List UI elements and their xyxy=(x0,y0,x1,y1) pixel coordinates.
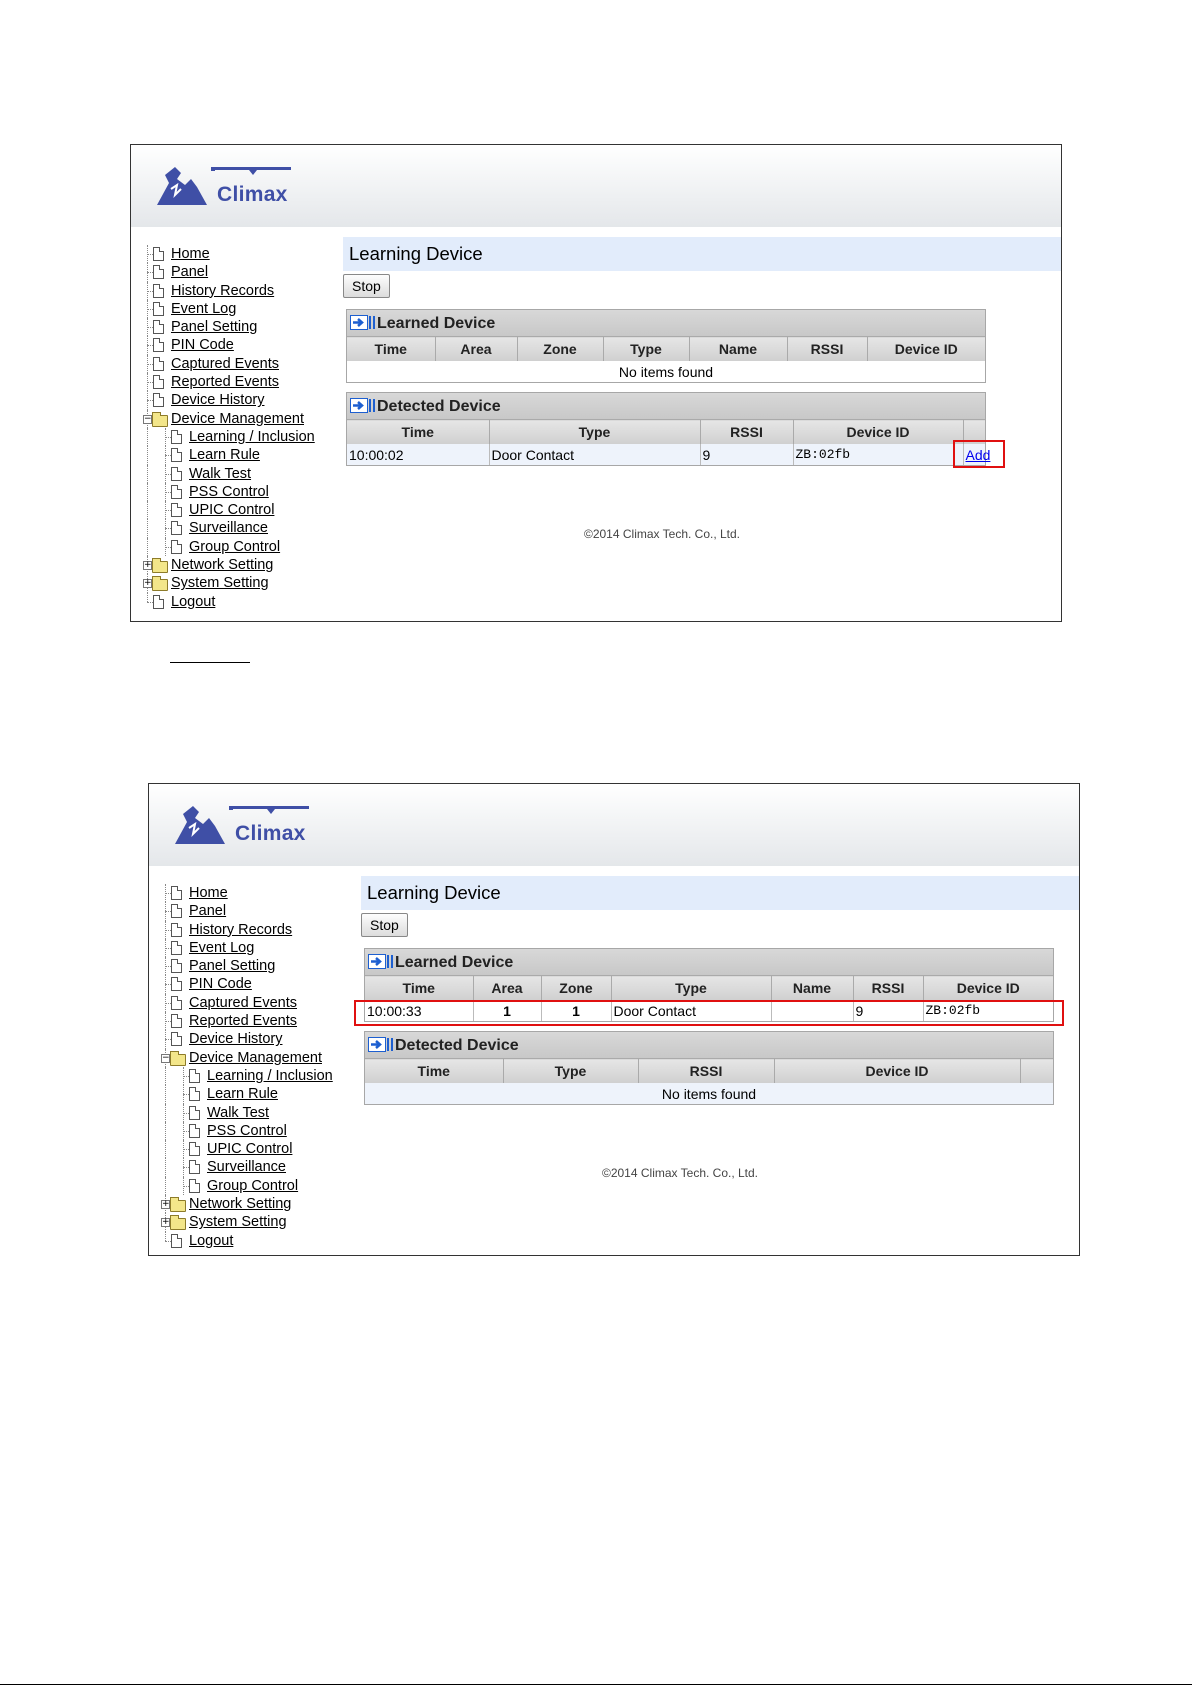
main-content xyxy=(361,876,1079,1180)
document-icon xyxy=(171,448,182,462)
folder-icon xyxy=(152,561,168,573)
main-content xyxy=(343,237,1061,541)
nav-link[interactable]: Learn Rule xyxy=(207,1086,278,1103)
document-icon xyxy=(171,904,182,918)
nav-link[interactable]: Device History xyxy=(171,392,265,409)
detected-device-table xyxy=(347,419,991,465)
nav-item-device-history[interactable] xyxy=(137,391,347,409)
nav-link[interactable]: Captured Events xyxy=(189,994,298,1011)
nav-item-upic-control[interactable] xyxy=(155,1140,365,1158)
document-icon xyxy=(171,485,182,499)
document-icon xyxy=(171,996,182,1010)
column-header: Time xyxy=(347,337,435,362)
nav-link[interactable]: PIN Code xyxy=(189,976,252,993)
expand-icon[interactable]: + xyxy=(162,1199,170,1210)
expand-icon[interactable]: + xyxy=(144,578,152,589)
nav-link[interactable]: Network Setting xyxy=(171,557,274,574)
nav-item-home[interactable] xyxy=(137,245,347,263)
document-icon xyxy=(153,338,164,352)
stop-button[interactable]: Stop xyxy=(343,274,390,298)
cell-type: Door Contact xyxy=(611,1000,771,1021)
document-icon xyxy=(171,977,182,991)
nav-item-history-records[interactable] xyxy=(155,921,365,939)
document-icon xyxy=(171,521,182,535)
column-header: Zone xyxy=(517,337,603,362)
header-bar xyxy=(149,784,1079,866)
nav-item-panel[interactable] xyxy=(137,263,347,281)
cell-time: 10:00:33 xyxy=(365,1000,473,1021)
document-icon xyxy=(153,284,164,298)
document-icon xyxy=(171,430,182,444)
cell-zone: 1 xyxy=(541,1000,611,1021)
nav-item-network-setting[interactable] xyxy=(155,1195,365,1213)
cell-device-id: ZB:02fb xyxy=(793,444,963,465)
nav-link[interactable]: UPIC Control xyxy=(189,502,275,519)
column-header: Type xyxy=(489,420,700,445)
cell-type: Door Contact xyxy=(489,444,700,465)
nav-item-system-setting[interactable] xyxy=(137,574,347,592)
stop-button[interactable]: Stop xyxy=(361,913,408,937)
arrow-right-icon xyxy=(350,398,376,413)
cell-time: 10:00:02 xyxy=(347,444,489,465)
document-icon xyxy=(189,1142,200,1156)
empty-message: No items found xyxy=(347,361,985,382)
arrow-right-icon xyxy=(368,954,394,969)
table-header-row xyxy=(365,976,1053,1001)
nav-link[interactable]: Device History xyxy=(189,1031,283,1048)
nav-link[interactable]: Panel xyxy=(189,903,227,920)
document-icon xyxy=(153,320,164,334)
add-device-link[interactable]: Add xyxy=(965,446,991,463)
document-icon xyxy=(153,265,164,279)
column-header: Time xyxy=(365,1059,503,1084)
cell-rssi: 9 xyxy=(853,1000,923,1021)
document-icon xyxy=(189,1179,200,1193)
nav-tree xyxy=(137,245,347,611)
learned-device-panel xyxy=(346,309,986,383)
document-icon xyxy=(171,941,182,955)
nav-link[interactable]: History Records xyxy=(189,921,293,938)
document-icon xyxy=(153,247,164,261)
column-header: Type xyxy=(611,976,771,1001)
document-icon xyxy=(171,540,182,554)
nav-item-walk-test[interactable] xyxy=(155,1104,365,1122)
document-icon xyxy=(171,923,182,937)
table-header-row xyxy=(347,337,985,362)
nav-item-panel[interactable] xyxy=(155,902,365,920)
nav-link[interactable]: Panel xyxy=(171,264,209,281)
column-header: Area xyxy=(435,337,517,362)
column-header: RSSI xyxy=(853,976,923,1001)
nav-link[interactable]: System Setting xyxy=(171,575,269,592)
highlight-box xyxy=(953,440,1005,468)
nav-link[interactable]: PSS Control xyxy=(207,1122,287,1139)
column-header: Type xyxy=(603,337,689,362)
nav-item-panel-setting[interactable] xyxy=(155,957,365,975)
nav-link[interactable]: Surveillance xyxy=(207,1159,286,1176)
document-icon xyxy=(171,886,182,900)
nav-link[interactable]: Logout xyxy=(171,593,216,610)
copyright-footer: ©2014 Climax Tech. Co., Ltd. xyxy=(601,1166,759,1180)
detected-device-panel xyxy=(364,1031,1054,1105)
nav-link[interactable]: Home xyxy=(171,246,210,262)
document-icon xyxy=(153,595,164,609)
folder-open-icon xyxy=(152,415,168,427)
header-bar xyxy=(131,145,1061,227)
nav-item-panel-setting[interactable] xyxy=(137,318,347,336)
nav-item-logout[interactable] xyxy=(155,1232,365,1250)
detected-device-panel xyxy=(346,392,991,466)
nav-link[interactable]: Surveillance xyxy=(189,520,268,537)
nav-link[interactable]: Event Log xyxy=(171,300,237,317)
nav-item-network-setting[interactable] xyxy=(137,556,347,574)
column-header xyxy=(1020,1059,1053,1084)
document-icon xyxy=(153,375,164,389)
folder-icon xyxy=(152,579,168,591)
nav-link[interactable]: Reported Events xyxy=(189,1013,298,1030)
nav-item-device-history[interactable] xyxy=(155,1030,365,1048)
nav-item-logout[interactable] xyxy=(137,593,347,611)
nav-item-walk-test[interactable] xyxy=(137,465,347,483)
column-header: Area xyxy=(473,976,541,1001)
document-icon xyxy=(153,302,164,316)
panel-title: Detected Device xyxy=(395,1037,519,1054)
screenshot-learning-learned xyxy=(148,783,1080,1256)
nav-item-event-log[interactable] xyxy=(155,939,365,957)
folder-icon xyxy=(170,1218,186,1230)
brand-name: Climax xyxy=(235,822,306,845)
document-icon xyxy=(171,1032,182,1046)
document-icon xyxy=(171,503,182,517)
document-icon xyxy=(189,1124,200,1138)
document-icon xyxy=(171,959,182,973)
divider-mark xyxy=(170,662,250,663)
column-header: Time xyxy=(365,976,473,1001)
panel-title: Learned Device xyxy=(377,315,496,332)
empty-message: No items found xyxy=(365,1083,1053,1104)
copyright-footer: ©2014 Climax Tech. Co., Ltd. xyxy=(583,527,741,541)
cell-device-id: ZB:02fb xyxy=(925,1003,981,1018)
nav-item-device-management[interactable] xyxy=(155,1049,365,1067)
nav-link[interactable]: Reported Events xyxy=(171,374,280,391)
document-icon xyxy=(171,467,182,481)
nav-link[interactable]: History Records xyxy=(171,282,275,299)
nav-link[interactable]: Walk Test xyxy=(189,465,252,482)
column-header: RSSI xyxy=(787,337,867,362)
nav-link[interactable]: Group Control xyxy=(207,1177,299,1194)
nav-item-captured-events[interactable] xyxy=(155,994,365,1012)
detected-device-table xyxy=(365,1058,1053,1104)
nav-link[interactable]: Learning / Inclusion xyxy=(207,1067,333,1084)
nav-item-home[interactable] xyxy=(155,884,365,902)
nav-item-pss-control[interactable] xyxy=(155,1122,365,1140)
column-header: Device ID xyxy=(793,420,963,445)
column-header: Name xyxy=(689,337,787,362)
climax-logo-icon xyxy=(155,159,215,209)
nav-item-event-log[interactable] xyxy=(137,300,347,318)
nav-link[interactable]: Learn Rule xyxy=(189,447,260,464)
panel-title: Learned Device xyxy=(395,954,514,971)
column-header: Time xyxy=(347,420,489,445)
highlight-box xyxy=(354,1000,1064,1026)
nav-item-system-setting[interactable] xyxy=(155,1213,365,1231)
climax-logo-icon xyxy=(173,798,233,848)
nav-link[interactable]: Group Control xyxy=(189,538,281,555)
nav-item-captured-events[interactable] xyxy=(137,355,347,373)
nav-link[interactable]: Device Management xyxy=(171,410,304,427)
column-header: RSSI xyxy=(638,1059,774,1084)
nav-item-upic-control[interactable] xyxy=(137,501,347,519)
nav-link[interactable]: Learning / Inclusion xyxy=(189,428,315,445)
nav-link[interactable]: Panel Setting xyxy=(189,958,276,975)
column-header: Name xyxy=(771,976,853,1001)
logo-bar-icon xyxy=(233,804,309,814)
nav-item-learning-inclusion[interactable] xyxy=(137,428,347,446)
nav-item-pin-code[interactable] xyxy=(137,336,347,354)
table-header-row xyxy=(347,420,985,445)
nav-item-pss-control[interactable] xyxy=(137,483,347,501)
expand-icon[interactable]: + xyxy=(162,1217,170,1228)
document-icon xyxy=(153,357,164,371)
expand-icon[interactable]: + xyxy=(144,560,152,571)
collapse-icon[interactable]: − xyxy=(162,1052,170,1063)
nav-item-reported-events[interactable] xyxy=(137,373,347,391)
nav-link[interactable]: UPIC Control xyxy=(207,1141,293,1158)
screenshot-learning-detected xyxy=(130,144,1062,622)
document-icon xyxy=(171,1234,182,1248)
nav-link[interactable]: Event Log xyxy=(189,939,255,956)
brand-name: Climax xyxy=(217,183,288,206)
nav-link[interactable]: Captured Events xyxy=(171,355,280,372)
nav-link[interactable]: Walk Test xyxy=(207,1104,270,1121)
nav-item-device-management[interactable] xyxy=(137,410,347,428)
folder-icon xyxy=(170,1200,186,1212)
column-header: RSSI xyxy=(700,420,793,445)
logo-bar-icon xyxy=(215,165,291,175)
document-icon xyxy=(189,1087,200,1101)
nav-link[interactable]: Device Management xyxy=(189,1049,322,1066)
nav-link[interactable]: System Setting xyxy=(189,1214,287,1231)
nav-item-pin-code[interactable] xyxy=(155,975,365,993)
document-icon xyxy=(189,1106,200,1120)
nav-item-learn-rule[interactable] xyxy=(137,446,347,464)
nav-item-reported-events[interactable] xyxy=(155,1012,365,1030)
learned-device-table xyxy=(347,336,985,382)
document-icon xyxy=(153,393,164,407)
table-row xyxy=(347,444,985,465)
nav-link[interactable]: PSS Control xyxy=(189,483,269,500)
document-icon xyxy=(189,1069,200,1083)
column-header: Device ID xyxy=(774,1059,1020,1084)
column-header: Device ID xyxy=(923,976,1053,1001)
table-header-row xyxy=(365,1059,1053,1084)
panel-title: Detected Device xyxy=(377,398,501,415)
nav-link[interactable]: PIN Code xyxy=(171,337,234,354)
cell-rssi: 9 xyxy=(700,444,793,465)
nav-link[interactable]: Logout xyxy=(189,1232,234,1249)
document-icon xyxy=(189,1160,200,1174)
nav-tree xyxy=(155,884,365,1250)
nav-item-history-records[interactable] xyxy=(137,282,347,300)
nav-item-learn-rule[interactable] xyxy=(155,1085,365,1103)
cell-area: 1 xyxy=(473,1000,541,1021)
nav-item-learning-inclusion[interactable] xyxy=(155,1067,365,1085)
climax-logo xyxy=(173,798,323,854)
nav-link[interactable]: Home xyxy=(189,885,228,901)
nav-link[interactable]: Network Setting xyxy=(189,1196,292,1213)
folder-open-icon xyxy=(170,1054,186,1066)
nav-link[interactable]: Panel Setting xyxy=(171,319,258,336)
page-title: Learning Device xyxy=(361,876,1079,910)
column-header: Zone xyxy=(541,976,611,1001)
document-icon xyxy=(171,1014,182,1028)
column-header: Type xyxy=(503,1059,638,1084)
column-header: Device ID xyxy=(867,337,985,362)
collapse-icon[interactable]: − xyxy=(144,413,152,424)
arrow-right-icon xyxy=(368,1037,394,1052)
page-title: Learning Device xyxy=(343,237,1061,271)
climax-logo xyxy=(155,159,305,215)
arrow-right-icon xyxy=(350,315,376,330)
